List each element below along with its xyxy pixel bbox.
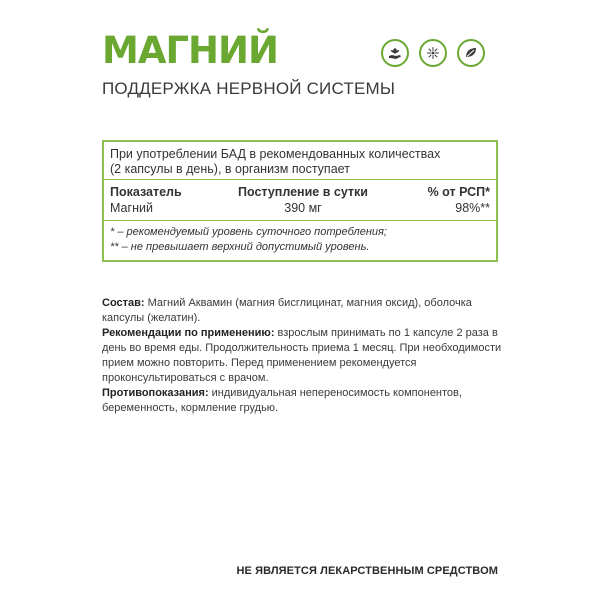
row-intake: 390 мг [284,201,322,215]
composition-label: Состав: [102,297,145,309]
info-intro-line-2: (2 капсулы в день), в организм поступает [110,162,350,176]
product-subtitle: ПОДДЕРЖКА НЕРВНОЙ СИСТЕМЫ [102,79,396,98]
divider-top [104,179,496,180]
info-intro-line-1: При употреблении БАД в рекомендованных количествах [110,147,441,161]
recommendations-text: взрослым принимать по 1 капсуле 2 раза в день во время еды. Продолжительность приема 1 месяц. При необходимости прием можно повторить. Перед применением рекомендуется проконсультироваться с врачом. [102,327,502,384]
leaf-seed-icon [457,39,485,67]
divider-bottom [104,220,496,221]
row-indicator: Магний [110,201,153,215]
column-header-percent: % от РСП* [427,185,490,199]
footnote-upper-limit: ** – не превышает верхний допустимый уровень. [110,241,370,253]
nutrition-info-box [102,140,498,262]
info-intro [110,147,490,177]
disclaimer-text: НЕ ЯВЛЯЕТСЯ ЛЕКАРСТВЕННЫМ СРЕДСТВОМ [236,565,498,577]
composition-paragraph [102,296,502,326]
footnote-rsp: * – рекомендуемый уровень суточного потребления; [110,226,387,238]
product-details [102,296,502,416]
column-header-indicator: Показатель [110,185,182,199]
column-header-intake: Поступление в сутки [237,185,368,199]
table-header-row [110,185,490,200]
recommendations-label: Рекомендации по применению: [102,327,275,339]
composition-text: Магний Аквамин (магния бисглицинат, магния оксид), оболочка капсулы (желатин). [102,297,472,324]
contraindications-paragraph [102,386,502,416]
row-percent: 98%** [455,201,490,215]
sparkle-icon [419,39,447,67]
feature-icons [381,39,485,67]
contraindications-label: Противопоказания: [102,387,209,399]
table-row [110,201,490,216]
recommendations-paragraph [102,326,502,386]
product-title: МАГНИЙ [102,29,278,72]
hand-plant-icon [381,39,409,67]
contraindications-text: индивидуальная непереносимость компонентов, беременность, кормление грудью. [102,387,462,414]
